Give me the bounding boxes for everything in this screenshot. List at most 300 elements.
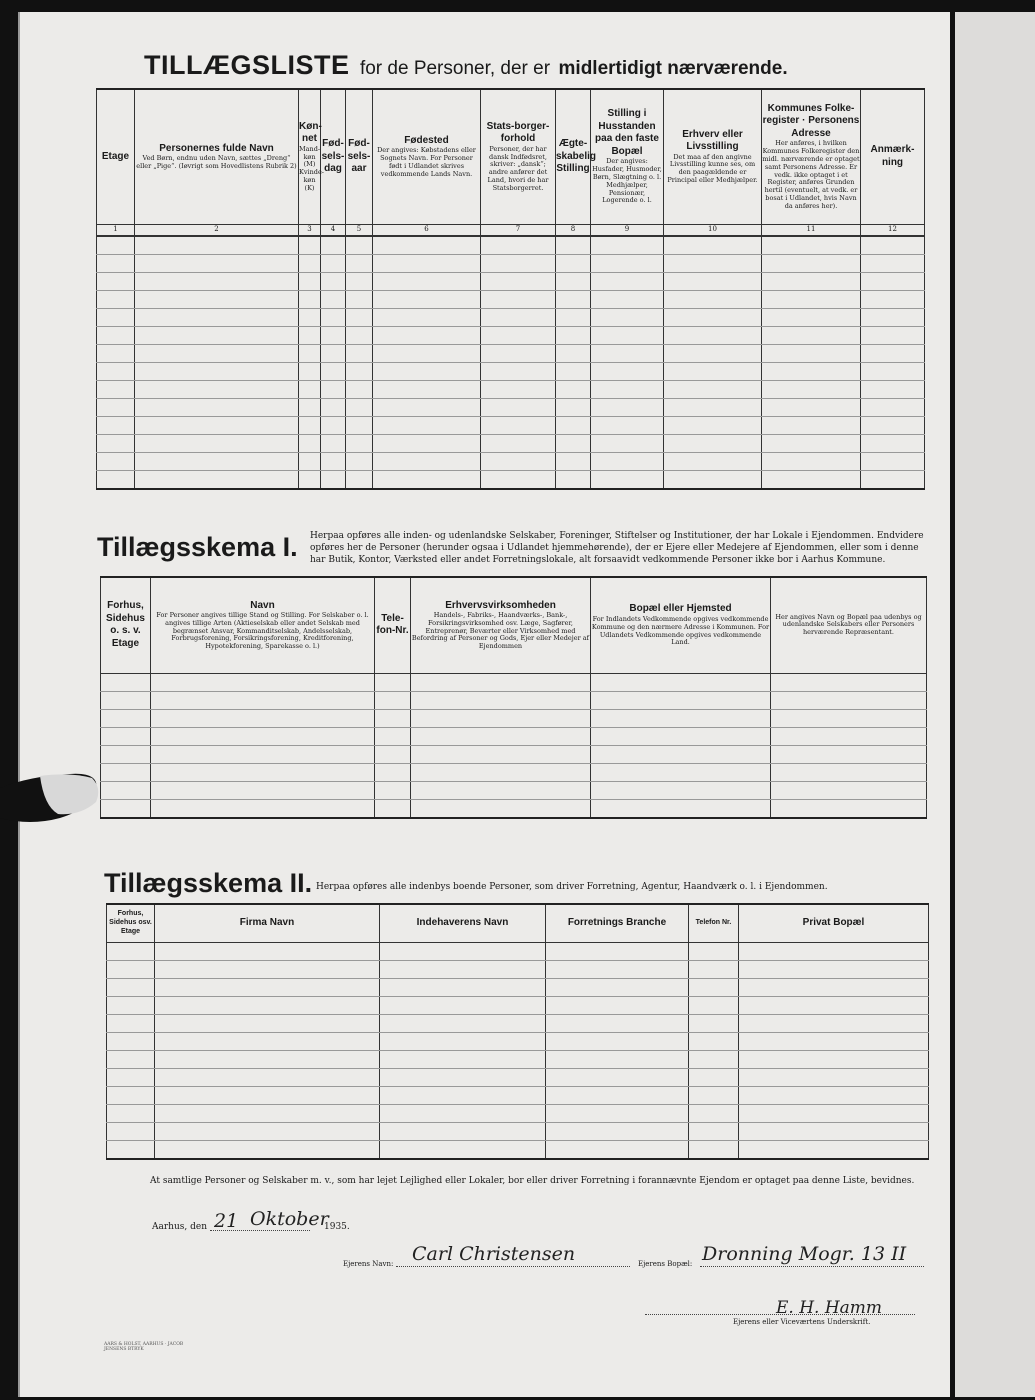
table-cell[interactable] bbox=[546, 1140, 689, 1159]
table-cell[interactable] bbox=[591, 344, 664, 362]
column-number: 6 bbox=[373, 224, 481, 236]
table-cell[interactable] bbox=[346, 398, 373, 416]
table-cell[interactable] bbox=[97, 254, 135, 272]
table-cell[interactable] bbox=[321, 452, 346, 470]
table-cell[interactable] bbox=[689, 996, 739, 1014]
table-cell[interactable] bbox=[299, 272, 321, 290]
table-cell[interactable] bbox=[151, 781, 375, 799]
table-cell[interactable] bbox=[546, 1050, 689, 1068]
table-cell[interactable] bbox=[107, 978, 155, 996]
table-cell[interactable] bbox=[664, 416, 762, 434]
table-cell[interactable] bbox=[107, 1032, 155, 1050]
table-cell[interactable] bbox=[373, 434, 481, 452]
owner-residence: Dronning Mogr. 13 II bbox=[702, 1243, 907, 1265]
table-cell[interactable] bbox=[689, 1104, 739, 1122]
table-cell[interactable] bbox=[380, 1032, 546, 1050]
table-cell[interactable] bbox=[97, 470, 135, 489]
table-cell[interactable] bbox=[321, 416, 346, 434]
table-cell[interactable] bbox=[481, 416, 556, 434]
table-cell[interactable] bbox=[556, 362, 591, 380]
table-header bbox=[97, 89, 925, 224]
table-cell[interactable] bbox=[739, 942, 929, 960]
table-cell[interactable] bbox=[546, 960, 689, 978]
table-cell[interactable] bbox=[346, 254, 373, 272]
table-cell[interactable] bbox=[321, 398, 346, 416]
table-cell[interactable] bbox=[97, 290, 135, 308]
table-cell[interactable] bbox=[739, 996, 929, 1014]
table-cell[interactable] bbox=[771, 691, 927, 709]
table-cell[interactable] bbox=[591, 673, 771, 691]
table-cell[interactable] bbox=[375, 691, 411, 709]
table-cell[interactable] bbox=[481, 290, 556, 308]
table-cell[interactable] bbox=[739, 1050, 929, 1068]
table-cell[interactable] bbox=[346, 326, 373, 344]
table-cell[interactable] bbox=[546, 1014, 689, 1032]
table-cell[interactable] bbox=[411, 781, 591, 799]
table-cell[interactable] bbox=[321, 290, 346, 308]
table-cell[interactable] bbox=[380, 1104, 546, 1122]
table-cell[interactable] bbox=[375, 781, 411, 799]
table-cell[interactable] bbox=[591, 434, 664, 452]
table-cell[interactable] bbox=[380, 960, 546, 978]
table-cell[interactable] bbox=[739, 1104, 929, 1122]
table-cell[interactable] bbox=[591, 691, 771, 709]
table-cell[interactable] bbox=[591, 272, 664, 290]
table-cell[interactable] bbox=[556, 380, 591, 398]
table-cell[interactable] bbox=[97, 398, 135, 416]
table-cell[interactable] bbox=[591, 727, 771, 745]
table-cell[interactable] bbox=[546, 1104, 689, 1122]
table-cell[interactable] bbox=[771, 763, 927, 781]
table-cell[interactable] bbox=[591, 763, 771, 781]
table-cell[interactable] bbox=[861, 452, 925, 470]
table-cell[interactable] bbox=[321, 380, 346, 398]
table-cell[interactable] bbox=[556, 236, 591, 255]
table-cell[interactable] bbox=[373, 308, 481, 326]
table-cell[interactable] bbox=[373, 362, 481, 380]
table-cell[interactable] bbox=[97, 362, 135, 380]
table-cell[interactable] bbox=[321, 254, 346, 272]
table-cell[interactable] bbox=[373, 380, 481, 398]
table-cell[interactable] bbox=[346, 416, 373, 434]
table-cell[interactable] bbox=[481, 344, 556, 362]
table-row bbox=[97, 290, 925, 308]
table-cell[interactable] bbox=[321, 362, 346, 380]
table-cell[interactable] bbox=[299, 380, 321, 398]
table-cell[interactable] bbox=[135, 434, 299, 452]
table-cell[interactable] bbox=[762, 236, 861, 255]
table-cell[interactable] bbox=[107, 960, 155, 978]
table-cell[interactable] bbox=[155, 1050, 380, 1068]
table-cell[interactable] bbox=[97, 326, 135, 344]
table-cell[interactable] bbox=[861, 344, 925, 362]
table-cell[interactable] bbox=[101, 673, 151, 691]
table-cell[interactable] bbox=[375, 727, 411, 745]
table-cell[interactable] bbox=[299, 308, 321, 326]
table-cell[interactable] bbox=[664, 308, 762, 326]
table-cell[interactable] bbox=[762, 326, 861, 344]
table-cell[interactable] bbox=[861, 290, 925, 308]
table-cell[interactable] bbox=[101, 781, 151, 799]
table-cell[interactable] bbox=[299, 362, 321, 380]
table-cell[interactable] bbox=[135, 470, 299, 489]
table-cell[interactable] bbox=[97, 344, 135, 362]
table-cell[interactable] bbox=[107, 1104, 155, 1122]
table-cell[interactable] bbox=[664, 398, 762, 416]
table-cell[interactable] bbox=[591, 308, 664, 326]
table-cell[interactable] bbox=[861, 236, 925, 255]
table-cell[interactable] bbox=[556, 272, 591, 290]
table-row bbox=[107, 996, 929, 1014]
table-cell[interactable] bbox=[591, 290, 664, 308]
table-cell[interactable] bbox=[321, 308, 346, 326]
table-cell[interactable] bbox=[689, 1014, 739, 1032]
table-cell[interactable] bbox=[135, 344, 299, 362]
table-cell[interactable] bbox=[107, 996, 155, 1014]
table-cell[interactable] bbox=[151, 799, 375, 818]
table-cell[interactable] bbox=[375, 745, 411, 763]
table-cell[interactable] bbox=[481, 326, 556, 344]
table-cell[interactable] bbox=[97, 452, 135, 470]
table-cell[interactable] bbox=[481, 272, 556, 290]
table-cell[interactable] bbox=[151, 673, 375, 691]
table-cell[interactable] bbox=[689, 1122, 739, 1140]
table-cell[interactable] bbox=[97, 308, 135, 326]
table-cell[interactable] bbox=[762, 344, 861, 362]
table-cell[interactable] bbox=[155, 942, 380, 960]
table-cell[interactable] bbox=[135, 254, 299, 272]
table-cell[interactable] bbox=[481, 398, 556, 416]
table-cell[interactable] bbox=[556, 308, 591, 326]
table-cell[interactable] bbox=[135, 452, 299, 470]
table-cell[interactable] bbox=[380, 1122, 546, 1140]
table-cell[interactable] bbox=[373, 272, 481, 290]
table-cell[interactable] bbox=[155, 1104, 380, 1122]
table-cell[interactable] bbox=[380, 1068, 546, 1086]
table-cell[interactable] bbox=[861, 398, 925, 416]
table-cell[interactable] bbox=[135, 398, 299, 416]
table-cell[interactable] bbox=[556, 254, 591, 272]
table-cell[interactable] bbox=[861, 380, 925, 398]
table-cell[interactable] bbox=[373, 398, 481, 416]
table-cell[interactable] bbox=[373, 236, 481, 255]
table-cell[interactable] bbox=[664, 290, 762, 308]
table-cell[interactable] bbox=[481, 254, 556, 272]
table-cell[interactable] bbox=[375, 799, 411, 818]
table-cell[interactable] bbox=[546, 1086, 689, 1104]
table-cell[interactable] bbox=[591, 362, 664, 380]
table-cell[interactable] bbox=[107, 1068, 155, 1086]
table-cell[interactable] bbox=[135, 272, 299, 290]
table-cell[interactable] bbox=[481, 380, 556, 398]
table-cell[interactable] bbox=[556, 290, 591, 308]
table-cell[interactable] bbox=[375, 673, 411, 691]
table-cell[interactable] bbox=[155, 978, 380, 996]
table-cell[interactable] bbox=[556, 470, 591, 489]
table-cell[interactable] bbox=[375, 763, 411, 781]
table-cell[interactable] bbox=[299, 236, 321, 255]
table-cell[interactable] bbox=[771, 799, 927, 818]
table-cell[interactable] bbox=[373, 416, 481, 434]
table-cell[interactable] bbox=[97, 416, 135, 434]
table-cell[interactable] bbox=[299, 416, 321, 434]
table-cell[interactable] bbox=[762, 308, 861, 326]
table-cell[interactable] bbox=[689, 978, 739, 996]
table-cell[interactable] bbox=[299, 344, 321, 362]
table-cell[interactable] bbox=[373, 452, 481, 470]
table-cell[interactable] bbox=[411, 763, 591, 781]
table-cell[interactable] bbox=[689, 1068, 739, 1086]
table-cell[interactable] bbox=[380, 942, 546, 960]
table-cell[interactable] bbox=[481, 452, 556, 470]
table-cell[interactable] bbox=[546, 978, 689, 996]
table-cell[interactable] bbox=[861, 470, 925, 489]
table-cell[interactable] bbox=[739, 1032, 929, 1050]
table-cell[interactable] bbox=[321, 434, 346, 452]
table-cell[interactable] bbox=[155, 1140, 380, 1159]
table-cell[interactable] bbox=[739, 1140, 929, 1159]
table-cell[interactable] bbox=[299, 470, 321, 489]
table-cell[interactable] bbox=[481, 470, 556, 489]
table-cell[interactable] bbox=[380, 1014, 546, 1032]
table-cell[interactable] bbox=[546, 996, 689, 1014]
table-cell[interactable] bbox=[762, 416, 861, 434]
table-cell[interactable] bbox=[373, 290, 481, 308]
table-cell[interactable] bbox=[321, 272, 346, 290]
table-cell[interactable] bbox=[771, 745, 927, 763]
table-cell[interactable] bbox=[346, 380, 373, 398]
table-cell[interactable] bbox=[664, 236, 762, 255]
table-cell[interactable] bbox=[546, 942, 689, 960]
table-row bbox=[101, 763, 927, 781]
table-cell[interactable] bbox=[346, 236, 373, 255]
table-cell[interactable] bbox=[762, 254, 861, 272]
table-cell[interactable] bbox=[861, 272, 925, 290]
table-cell[interactable] bbox=[135, 308, 299, 326]
table-cell[interactable] bbox=[346, 470, 373, 489]
table-cell[interactable] bbox=[321, 344, 346, 362]
table-cell[interactable] bbox=[346, 434, 373, 452]
table-cell[interactable] bbox=[97, 272, 135, 290]
table-cell[interactable] bbox=[762, 290, 861, 308]
table-cell[interactable] bbox=[155, 1122, 380, 1140]
table-cell[interactable] bbox=[546, 1122, 689, 1140]
table-cell[interactable] bbox=[771, 709, 927, 727]
table-cell[interactable] bbox=[97, 380, 135, 398]
table-cell[interactable] bbox=[861, 362, 925, 380]
table-cell[interactable] bbox=[771, 727, 927, 745]
table-cell[interactable] bbox=[135, 326, 299, 344]
table-cell[interactable] bbox=[299, 452, 321, 470]
table-cell[interactable] bbox=[107, 1086, 155, 1104]
table-cell[interactable] bbox=[411, 799, 591, 818]
table-cell[interactable] bbox=[556, 452, 591, 470]
table-cell[interactable] bbox=[481, 362, 556, 380]
table-cell[interactable] bbox=[664, 452, 762, 470]
table-cell[interactable] bbox=[664, 470, 762, 489]
table-cell[interactable] bbox=[107, 1140, 155, 1159]
table-cell[interactable] bbox=[689, 1032, 739, 1050]
table-cell[interactable] bbox=[762, 434, 861, 452]
table-cell[interactable] bbox=[591, 799, 771, 818]
table-cell[interactable] bbox=[762, 272, 861, 290]
table-cell[interactable] bbox=[664, 272, 762, 290]
table-cell[interactable] bbox=[664, 380, 762, 398]
table-cell[interactable] bbox=[861, 416, 925, 434]
table-cell[interactable] bbox=[107, 1122, 155, 1140]
table-cell[interactable] bbox=[101, 799, 151, 818]
table-cell[interactable] bbox=[591, 236, 664, 255]
table-cell[interactable] bbox=[861, 254, 925, 272]
table-cell[interactable] bbox=[591, 709, 771, 727]
table-cell[interactable] bbox=[107, 1050, 155, 1068]
table-cell[interactable] bbox=[664, 434, 762, 452]
table-cell[interactable] bbox=[101, 709, 151, 727]
table-cell[interactable] bbox=[321, 326, 346, 344]
table-cell[interactable] bbox=[155, 1086, 380, 1104]
table-cell[interactable] bbox=[101, 745, 151, 763]
table-cell[interactable] bbox=[411, 709, 591, 727]
table-cell[interactable] bbox=[591, 470, 664, 489]
table-cell[interactable] bbox=[689, 1050, 739, 1068]
table-cell[interactable] bbox=[380, 996, 546, 1014]
table-cell[interactable] bbox=[135, 290, 299, 308]
table-cell[interactable] bbox=[97, 236, 135, 255]
table-cell[interactable] bbox=[689, 1140, 739, 1159]
table-cell[interactable] bbox=[664, 362, 762, 380]
table-cell[interactable] bbox=[299, 290, 321, 308]
table-cell[interactable] bbox=[101, 691, 151, 709]
table-cell[interactable] bbox=[739, 960, 929, 978]
table-cell[interactable] bbox=[299, 254, 321, 272]
table-cell[interactable] bbox=[411, 673, 591, 691]
table-cell[interactable] bbox=[380, 1140, 546, 1159]
table-cell[interactable] bbox=[373, 344, 481, 362]
table-cell[interactable] bbox=[762, 380, 861, 398]
table-cell[interactable] bbox=[346, 308, 373, 326]
table-cell[interactable] bbox=[739, 978, 929, 996]
table-cell[interactable] bbox=[556, 416, 591, 434]
table-cell[interactable] bbox=[762, 398, 861, 416]
table-row bbox=[97, 326, 925, 344]
table-cell[interactable] bbox=[101, 727, 151, 745]
table-cell[interactable] bbox=[689, 960, 739, 978]
table-cell[interactable] bbox=[135, 416, 299, 434]
skema2-header bbox=[107, 904, 929, 942]
table-cell[interactable] bbox=[155, 960, 380, 978]
table-cell[interactable] bbox=[591, 254, 664, 272]
table-cell[interactable] bbox=[151, 691, 375, 709]
table-cell[interactable] bbox=[546, 1068, 689, 1086]
table-cell[interactable] bbox=[346, 344, 373, 362]
table-cell[interactable] bbox=[861, 308, 925, 326]
table-cell[interactable] bbox=[739, 1068, 929, 1086]
table-cell[interactable] bbox=[591, 745, 771, 763]
table-cell[interactable] bbox=[591, 380, 664, 398]
table-cell[interactable] bbox=[739, 1014, 929, 1032]
table-cell[interactable] bbox=[155, 1014, 380, 1032]
table-cell[interactable] bbox=[346, 290, 373, 308]
table-cell[interactable] bbox=[380, 978, 546, 996]
table-cell[interactable] bbox=[481, 434, 556, 452]
table-cell[interactable] bbox=[97, 434, 135, 452]
table-cell[interactable] bbox=[151, 727, 375, 745]
table-cell[interactable] bbox=[373, 254, 481, 272]
table-cell[interactable] bbox=[299, 398, 321, 416]
table-cell[interactable] bbox=[546, 1032, 689, 1050]
table-cell[interactable] bbox=[151, 709, 375, 727]
table-cell[interactable] bbox=[135, 380, 299, 398]
table-cell[interactable] bbox=[771, 781, 927, 799]
header-cell: Firma Navn bbox=[155, 904, 380, 942]
table-cell[interactable] bbox=[591, 326, 664, 344]
table-cell[interactable] bbox=[861, 326, 925, 344]
table-cell[interactable] bbox=[556, 398, 591, 416]
table-cell[interactable] bbox=[762, 452, 861, 470]
table-cell[interactable] bbox=[151, 745, 375, 763]
table-cell[interactable] bbox=[762, 470, 861, 489]
table-cell[interactable] bbox=[762, 362, 861, 380]
table-cell[interactable] bbox=[107, 1014, 155, 1032]
table-cell[interactable] bbox=[155, 1032, 380, 1050]
table-cell[interactable] bbox=[346, 272, 373, 290]
table-cell[interactable] bbox=[591, 452, 664, 470]
table-cell[interactable] bbox=[481, 308, 556, 326]
tillaegsliste-table bbox=[96, 88, 925, 490]
table-cell[interactable] bbox=[346, 452, 373, 470]
skema1-table bbox=[100, 576, 927, 819]
table-cell[interactable] bbox=[299, 326, 321, 344]
table-cell[interactable] bbox=[101, 763, 151, 781]
table-cell[interactable] bbox=[373, 326, 481, 344]
table-cell[interactable] bbox=[411, 745, 591, 763]
table-cell[interactable] bbox=[135, 236, 299, 255]
table-cell[interactable] bbox=[689, 1086, 739, 1104]
table-cell[interactable] bbox=[481, 236, 556, 255]
table-cell[interactable] bbox=[664, 344, 762, 362]
table-cell[interactable] bbox=[556, 326, 591, 344]
table-cell[interactable] bbox=[346, 362, 373, 380]
table-cell[interactable] bbox=[151, 763, 375, 781]
table-cell[interactable] bbox=[155, 1068, 380, 1086]
table-cell[interactable] bbox=[739, 1086, 929, 1104]
table-cell[interactable] bbox=[591, 398, 664, 416]
table-cell[interactable] bbox=[107, 942, 155, 960]
table-cell[interactable] bbox=[155, 996, 380, 1014]
table-cell[interactable] bbox=[321, 470, 346, 489]
table-cell[interactable] bbox=[591, 781, 771, 799]
table-cell[interactable] bbox=[861, 434, 925, 452]
table-cell[interactable] bbox=[411, 727, 591, 745]
table-cell[interactable] bbox=[771, 673, 927, 691]
table-cell[interactable] bbox=[556, 434, 591, 452]
table-cell[interactable] bbox=[380, 1086, 546, 1104]
table-cell[interactable] bbox=[135, 362, 299, 380]
table-row bbox=[101, 691, 927, 709]
table-cell[interactable] bbox=[739, 1122, 929, 1140]
table-cell[interactable] bbox=[299, 434, 321, 452]
table-cell[interactable] bbox=[664, 254, 762, 272]
table-cell[interactable] bbox=[556, 344, 591, 362]
table-cell[interactable] bbox=[373, 470, 481, 489]
table-cell[interactable] bbox=[664, 326, 762, 344]
table-cell[interactable] bbox=[411, 691, 591, 709]
table-cell[interactable] bbox=[689, 942, 739, 960]
table-cell[interactable] bbox=[375, 709, 411, 727]
table-cell[interactable] bbox=[380, 1050, 546, 1068]
table-cell[interactable] bbox=[321, 236, 346, 255]
table-cell[interactable] bbox=[591, 416, 664, 434]
